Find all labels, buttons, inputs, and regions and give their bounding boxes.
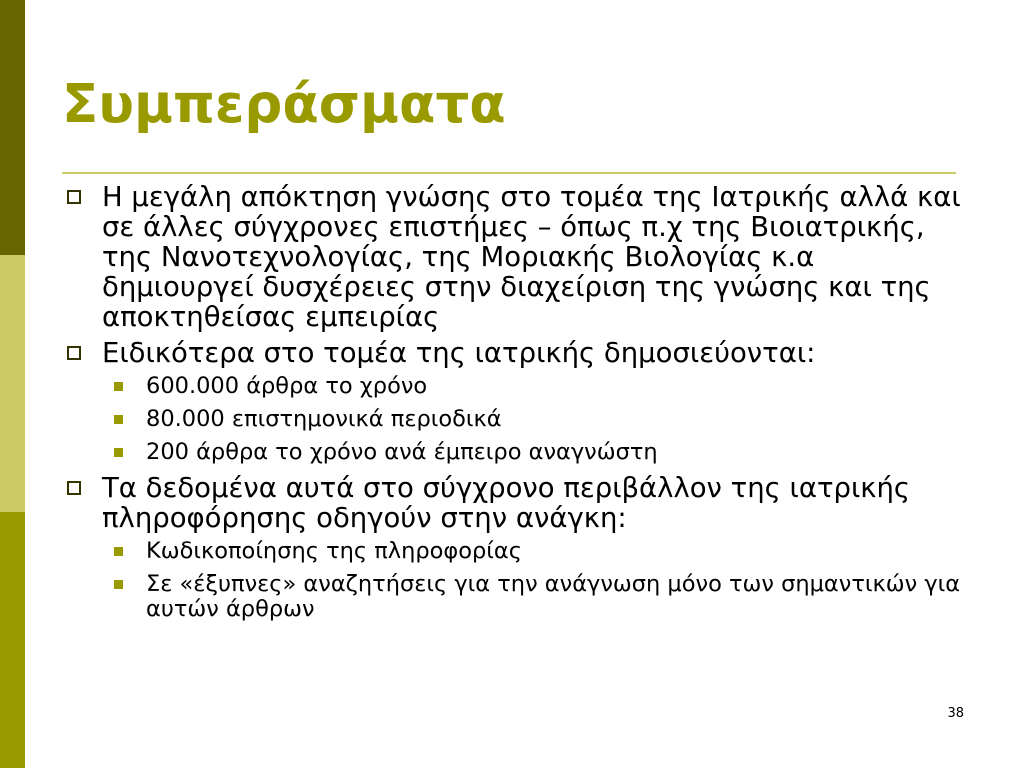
bullet-1-text: Η μεγάλη απόκτηση γνώσης στο τομέα της Ιατρικής αλλά και σε άλλες σύγχρονες επιστήμες – όπως π.χ της Βιοιατρικής, της Νανοτεχνολογίας, της Μοριακής Βιολογίας κ.α δημιουργεί δυσχέρειες στην διαχείριση της γνώσης και της αποκτηθείσας εμπειρίας	[102, 181, 961, 333]
filled-square-bullet-icon	[114, 382, 123, 391]
left-bar-bottom	[0, 512, 25, 768]
sub-bullet-2-1	[62, 374, 962, 399]
bullet-2-sublist	[62, 374, 962, 465]
left-bar-middle	[0, 255, 25, 512]
slide-title: Συμπεράσματα	[62, 74, 506, 135]
title-divider	[62, 172, 956, 174]
filled-square-bullet-icon	[114, 415, 123, 424]
bullet-1	[62, 182, 962, 332]
hollow-square-bullet-icon	[67, 190, 81, 204]
bullet-2-text: Ειδικότερα στο τομέα της ιατρικής δημοσιεύονται:	[102, 337, 816, 369]
hollow-square-bullet-icon	[67, 346, 81, 360]
bullet-3-text: Τα δεδομένα αυτά στο σύγχρονο περιβάλλον της ιατρικής πληροφόρησης οδηγούν στην ανάγκη:	[102, 472, 911, 534]
bullet-2	[62, 338, 962, 368]
sub-bullet-2-3-text: 200 άρθρα το χρόνο ανά έμπειρο αναγνώστη	[146, 439, 658, 465]
filled-square-bullet-icon	[114, 580, 123, 589]
page-number: 38	[947, 706, 964, 721]
sub-bullet-2-3	[62, 440, 962, 465]
filled-square-bullet-icon	[114, 547, 123, 556]
slide-content	[62, 182, 962, 630]
hollow-square-bullet-icon	[67, 481, 81, 495]
sub-bullet-3-1	[62, 539, 962, 564]
left-bar-top	[0, 0, 25, 255]
sub-bullet-3-2-text: Σε «έξυπνες» αναζητήσεις για την ανάγνωση μόνο των σημαντικών για αυτών άρθρων	[146, 571, 961, 622]
sub-bullet-2-1-text: 600.000 άρθρα το χρόνο	[146, 373, 428, 399]
sub-bullet-3-2	[62, 572, 962, 622]
bullet-3-sublist	[62, 539, 962, 622]
sub-bullet-2-2-text: 80.000 επιστημονικά περιοδικά	[146, 406, 502, 432]
filled-square-bullet-icon	[114, 448, 123, 457]
sub-bullet-3-1-text: Κωδικοποίησης της πληροφορίας	[146, 538, 522, 564]
bullet-3	[62, 473, 962, 533]
sub-bullet-2-2	[62, 407, 962, 432]
